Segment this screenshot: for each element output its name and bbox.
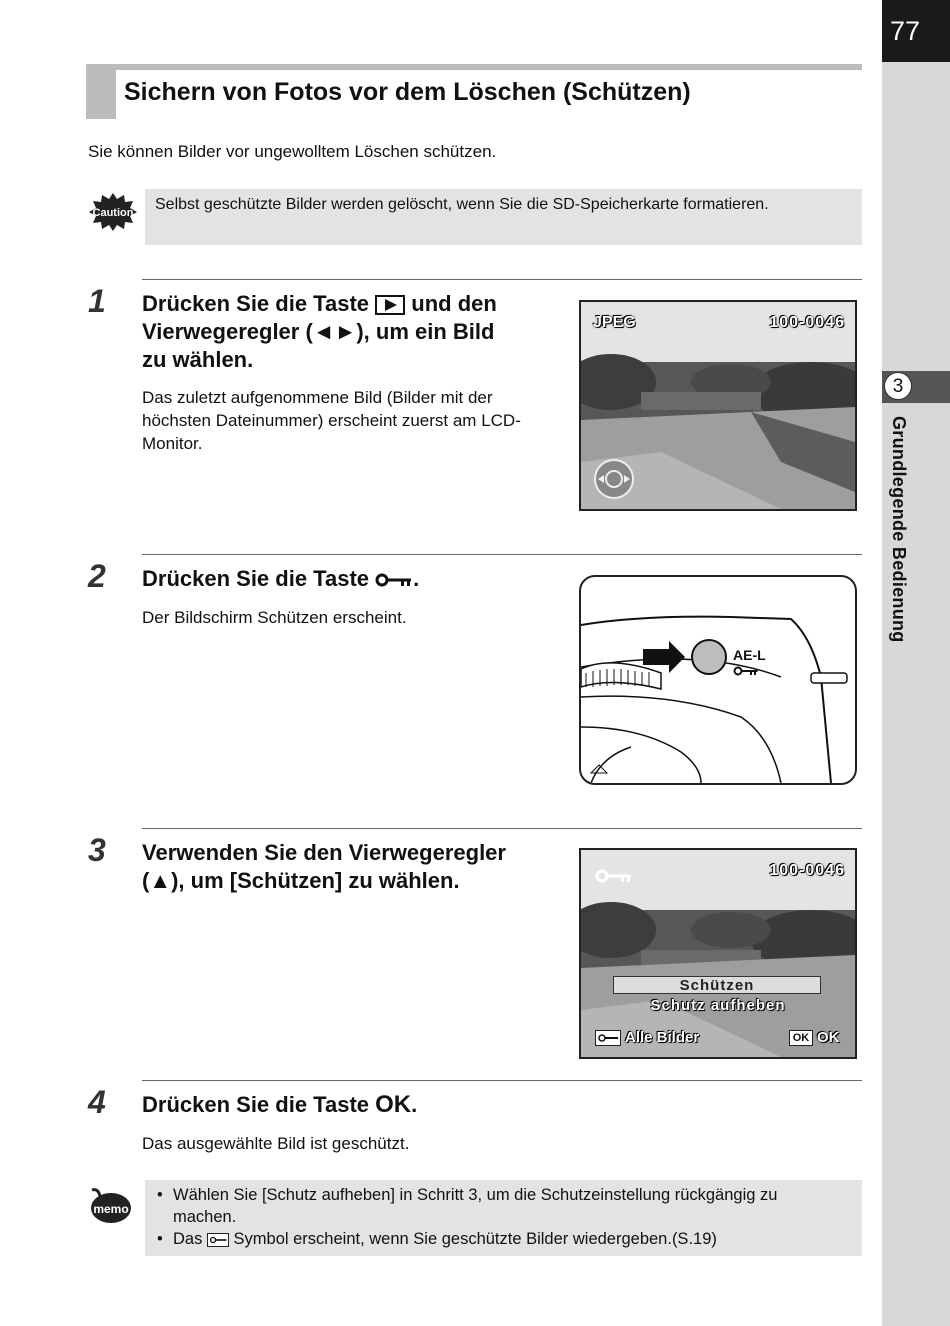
intro-text: Sie können Bilder vor ungewolltem Löschen schützen.: [88, 142, 497, 161]
playback-button-icon: [375, 295, 405, 315]
step-description: Der Bildschirm Schützen erscheint.: [142, 608, 407, 627]
chapter-sidebar: [882, 0, 950, 1326]
ok-button-glyph: OK: [375, 1091, 412, 1118]
menu-option-protect[interactable]: Schützen: [613, 976, 821, 994]
ae-l-label: AE-L: [733, 647, 766, 663]
camera-illustration: [579, 575, 857, 785]
step-number: 4: [88, 1084, 106, 1120]
page-title: Sichern von Fotos vor dem Löschen (Schützen): [124, 78, 691, 106]
step-heading: Drücken Sie die Taste .: [142, 566, 420, 591]
caution-note: [145, 189, 862, 245]
protect-key-icon: [207, 1233, 229, 1247]
protect-key-icon: [595, 868, 633, 884]
menu-option-unprotect[interactable]: Schutz aufheben: [650, 997, 786, 1014]
step-heading: Drücken Sie die Taste OK.: [142, 1091, 418, 1118]
chapter-title: Grundlegende Bedienung: [889, 416, 909, 643]
memo-item: • Das Symbol erscheint, wenn Sie geschützte Bilder wiedergeben.(S.19): [155, 1228, 845, 1250]
memo-item: • Wählen Sie [Schutz aufheben] in Schritt 3, um die Schutzeinstellung rückgängig zu machen.: [155, 1184, 845, 1228]
memo-icon-label: memo: [93, 1202, 129, 1216]
ok-label: OK: [817, 1029, 840, 1046]
step-number: 3: [88, 832, 106, 868]
step-divider: [142, 1080, 862, 1081]
image-format: JPEG: [593, 314, 636, 331]
memo-note: [145, 1180, 862, 1256]
chapter-number: 3: [884, 372, 912, 400]
memo-icon: [88, 1186, 132, 1226]
section-title-bar: [86, 64, 862, 119]
step-divider: [142, 554, 862, 555]
file-number: 100-0046: [769, 314, 845, 331]
caution-text: Selbst geschützte Bilder werden gelöscht, wenn Sie die SD-Speicherkarte formatieren.: [155, 196, 769, 213]
lcd-screen-photo: [579, 300, 857, 511]
step-divider: [142, 279, 862, 280]
ok-key-icon: OK: [789, 1030, 813, 1046]
step-number: 1: [88, 283, 106, 319]
caution-icon-label: Caution: [92, 207, 134, 219]
step-heading: Verwenden Sie den Vierwegeregler (▲), um [Schützen] zu wählen.: [142, 840, 506, 893]
step-divider: [142, 828, 862, 829]
caution-icon: [88, 192, 138, 232]
step-description: Das ausgewählte Bild ist geschützt.: [142, 1134, 410, 1153]
page-number: 77: [882, 0, 950, 62]
all-images-label: Alle Bilder: [625, 1029, 700, 1046]
step-description: Das zuletzt aufgenommene Bild (Bilder mit der höchsten Dateinummer) erscheint zuerst am LCD-Monitor.: [142, 388, 521, 453]
four-way-controller-icon: [593, 458, 635, 500]
lcd-screen-photo: [579, 848, 857, 1059]
step-number: 2: [88, 558, 106, 594]
protect-key-icon: [595, 1030, 621, 1046]
file-number: 100-0046: [769, 862, 845, 879]
protect-key-icon: [733, 665, 759, 677]
step-heading: Drücken Sie die Taste und den Vierwegeregler (◄►), um ein Bild zu wählen.: [142, 291, 497, 372]
protect-key-icon: [375, 572, 413, 588]
